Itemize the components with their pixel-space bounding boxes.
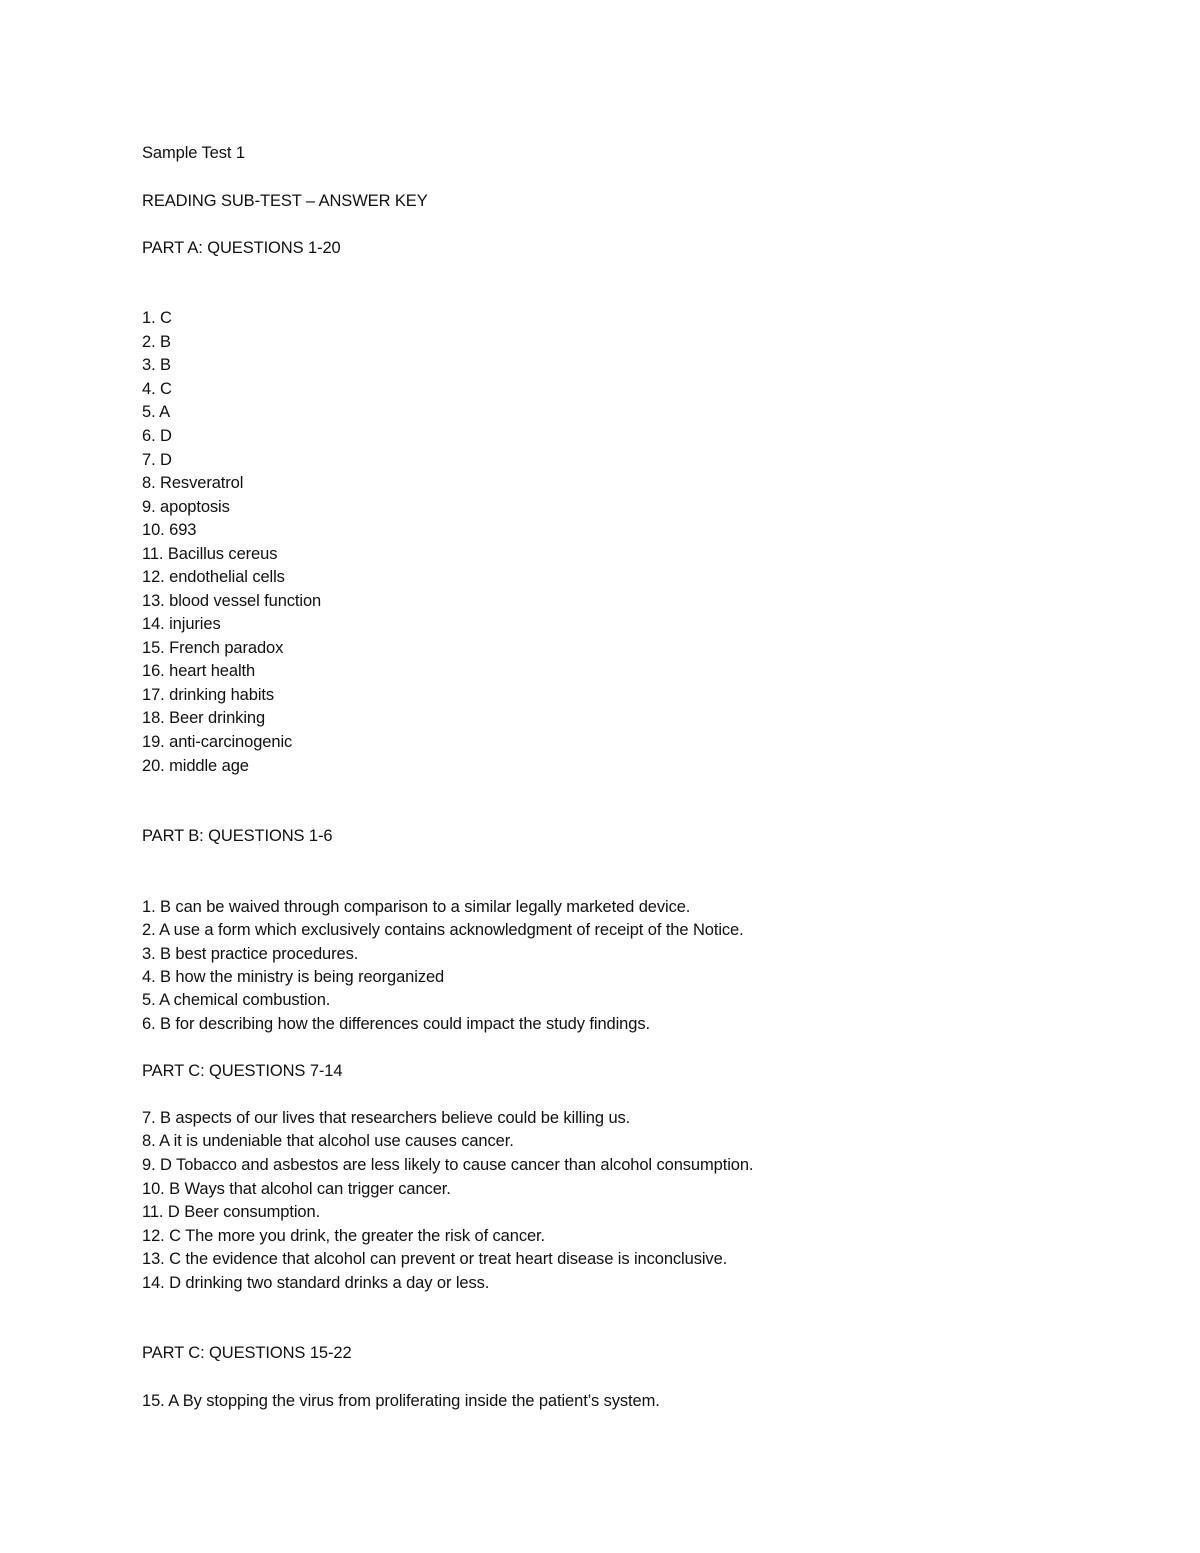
list-item: 5. A: [142, 403, 171, 421]
list-item: 12. endothelial cells: [142, 568, 285, 586]
list-item: 7. D: [142, 451, 172, 469]
list-item: 1. C: [142, 309, 172, 327]
list-item: 9. apoptosis: [142, 498, 230, 516]
list-item: 7. B aspects of our lives that researchers believe could be killing us.: [142, 1109, 631, 1127]
list-item: 17. drinking habits: [142, 686, 275, 704]
list-item: 10. B Ways that alcohol can trigger cancer.: [142, 1180, 451, 1198]
list-item: 13. C the evidence that alcohol can prevent or treat heart disease is inconclusive.: [142, 1250, 728, 1268]
list-item: 18. Beer drinking: [142, 709, 266, 727]
list-item: 8. Resveratrol: [142, 474, 244, 492]
part-c-heading-15-22: PART C: QUESTIONS 15-22: [142, 1344, 352, 1362]
list-item: 19. anti-carcinogenic: [142, 733, 293, 751]
list-item: 3. B best practice procedures.: [142, 945, 359, 963]
list-item: 14. injuries: [142, 615, 221, 633]
list-item: 12. C The more you drink, the greater the risk of cancer.: [142, 1227, 546, 1245]
list-item: 3. B: [142, 356, 171, 374]
list-item: 16. heart health: [142, 662, 256, 680]
list-item: 10. 693: [142, 521, 197, 539]
list-item: 9. D Tobacco and asbestos are less likely to cause cancer than alcohol consumption.: [142, 1156, 754, 1174]
list-item: 2. A use a form which exclusively contains acknowledgment of receipt of the Notice.: [142, 921, 744, 939]
list-item: 8. A it is undeniable that alcohol use causes cancer.: [142, 1132, 514, 1150]
list-item: 11. Bacillus cereus: [142, 545, 278, 563]
list-item: 4. C: [142, 380, 172, 398]
list-item: 14. D drinking two standard drinks a day or less.: [142, 1274, 490, 1292]
list-item: 15. A By stopping the virus from proliferating inside the patient’s system.: [142, 1392, 660, 1410]
document-title: Sample Test 1: [142, 144, 245, 162]
list-item: 6. D: [142, 427, 172, 445]
list-item: 15. French paradox: [142, 639, 284, 657]
part-c-heading-7-14: PART C: QUESTIONS 7-14: [142, 1062, 343, 1080]
list-item: 11. D Beer consumption.: [142, 1203, 321, 1221]
list-item: 2. B: [142, 333, 171, 351]
list-item: 5. A chemical combustion.: [142, 991, 331, 1009]
document-subtitle: READING SUB-TEST – ANSWER KEY: [142, 192, 428, 210]
list-item: 4. B how the ministry is being reorganized: [142, 968, 445, 986]
list-item: 13. blood vessel function: [142, 592, 322, 610]
part-b-heading: PART B: QUESTIONS 1-6: [142, 827, 333, 845]
list-item: 1. B can be waived through comparison to a similar legally marketed device.: [142, 898, 691, 916]
part-a-heading: PART A: QUESTIONS 1-20: [142, 239, 341, 257]
list-item: 6. B for describing how the differences could impact the study findings.: [142, 1015, 650, 1033]
list-item: 20. middle age: [142, 757, 249, 775]
